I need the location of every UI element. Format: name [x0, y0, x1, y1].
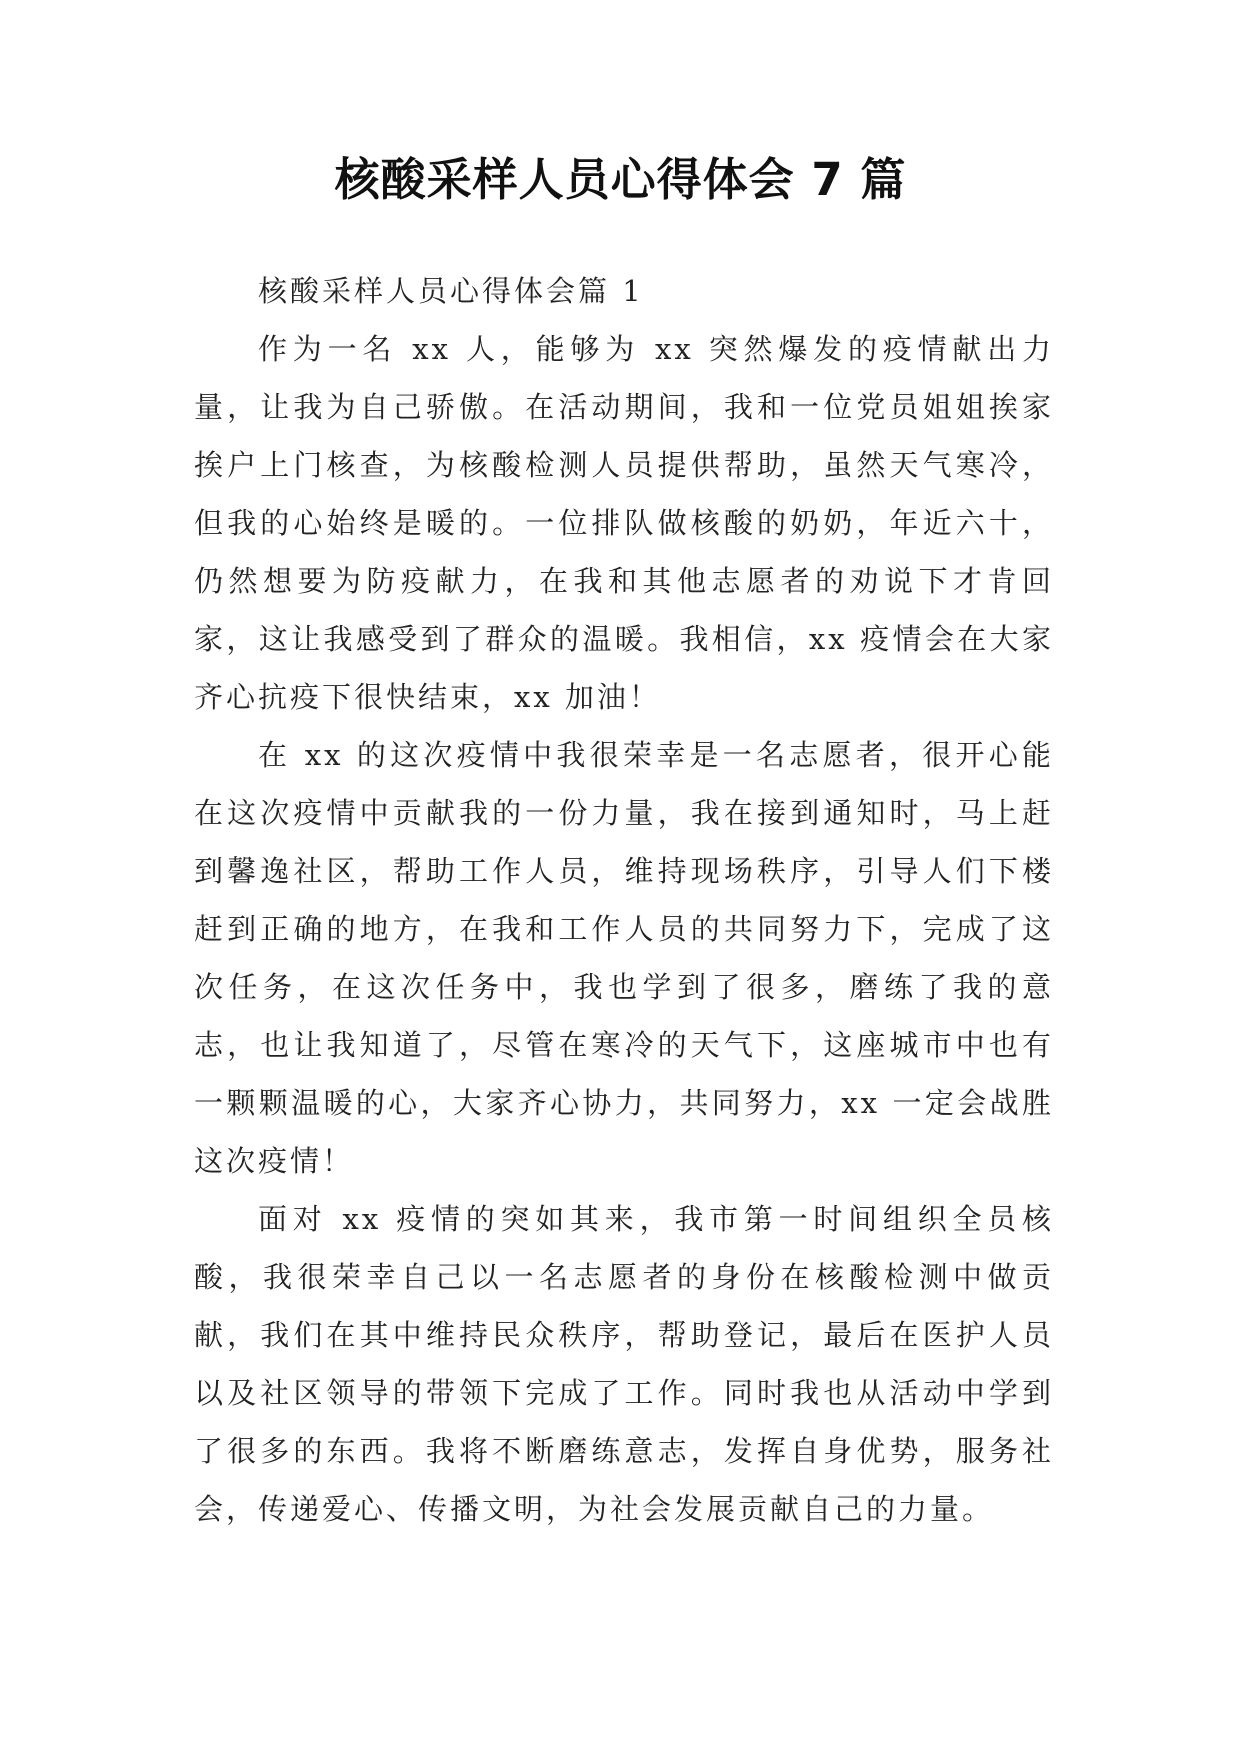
section-heading: 核酸采样人员心得体会篇 1 — [258, 274, 644, 308]
paragraph-1: 作为一名 xx 人，能够为 xx 突然爆发的疫情献出力量，让我为自己骄傲。在活动期间，我和一位党员姐姐挨家挨户上门核查，为核酸检测人员提供帮助，虽然天气寒冷，但我的心始终是暖的。一位排队做核酸的奶奶，年近六十，仍然想要为防疫献力，在我和其他志愿者的劝说下才肯回家，这让我感受到了群众的温暖。我相信，xx 疫情会在大家齐心抗疫下很快结束，xx 加油！ — [194, 332, 1054, 714]
paragraph-3: 面对 xx 疫情的突如其来，我市第一时间组织全员核酸，我很荣幸自己以一名志愿者的身份在核酸检测中做贡献，我们在其中维持民众秩序，帮助登记，最后在医护人员以及社区领导的带领下完成了工作。同时我也从活动中学到了很多的东西。我将不断磨练意志，发挥自身优势，服务社会，传递爱心、传播文明，为社会发展贡献自己的力量。 — [194, 1202, 1054, 1526]
document-body — [194, 262, 1054, 1538]
paragraph-2: 在 xx 的这次疫情中我很荣幸是一名志愿者，很开心能在这次疫情中贡献我的一份力量，我在接到通知时，马上赶到馨逸社区，帮助工作人员，维持现场秩序，引导人们下楼赶到正确的地方，在我和工作人员的共同努力下，完成了这次任务，在这次任务中，我也学到了很多，磨练了我的意志，也让我知道了，尽管在寒冷的天气下，这座城市中也有一颗颗温暖的心，大家齐心协力，共同努力，xx 一定会战胜这次疫情！ — [194, 738, 1054, 1178]
page-title: 核酸采样人员心得体会 7 篇 — [334, 153, 907, 206]
